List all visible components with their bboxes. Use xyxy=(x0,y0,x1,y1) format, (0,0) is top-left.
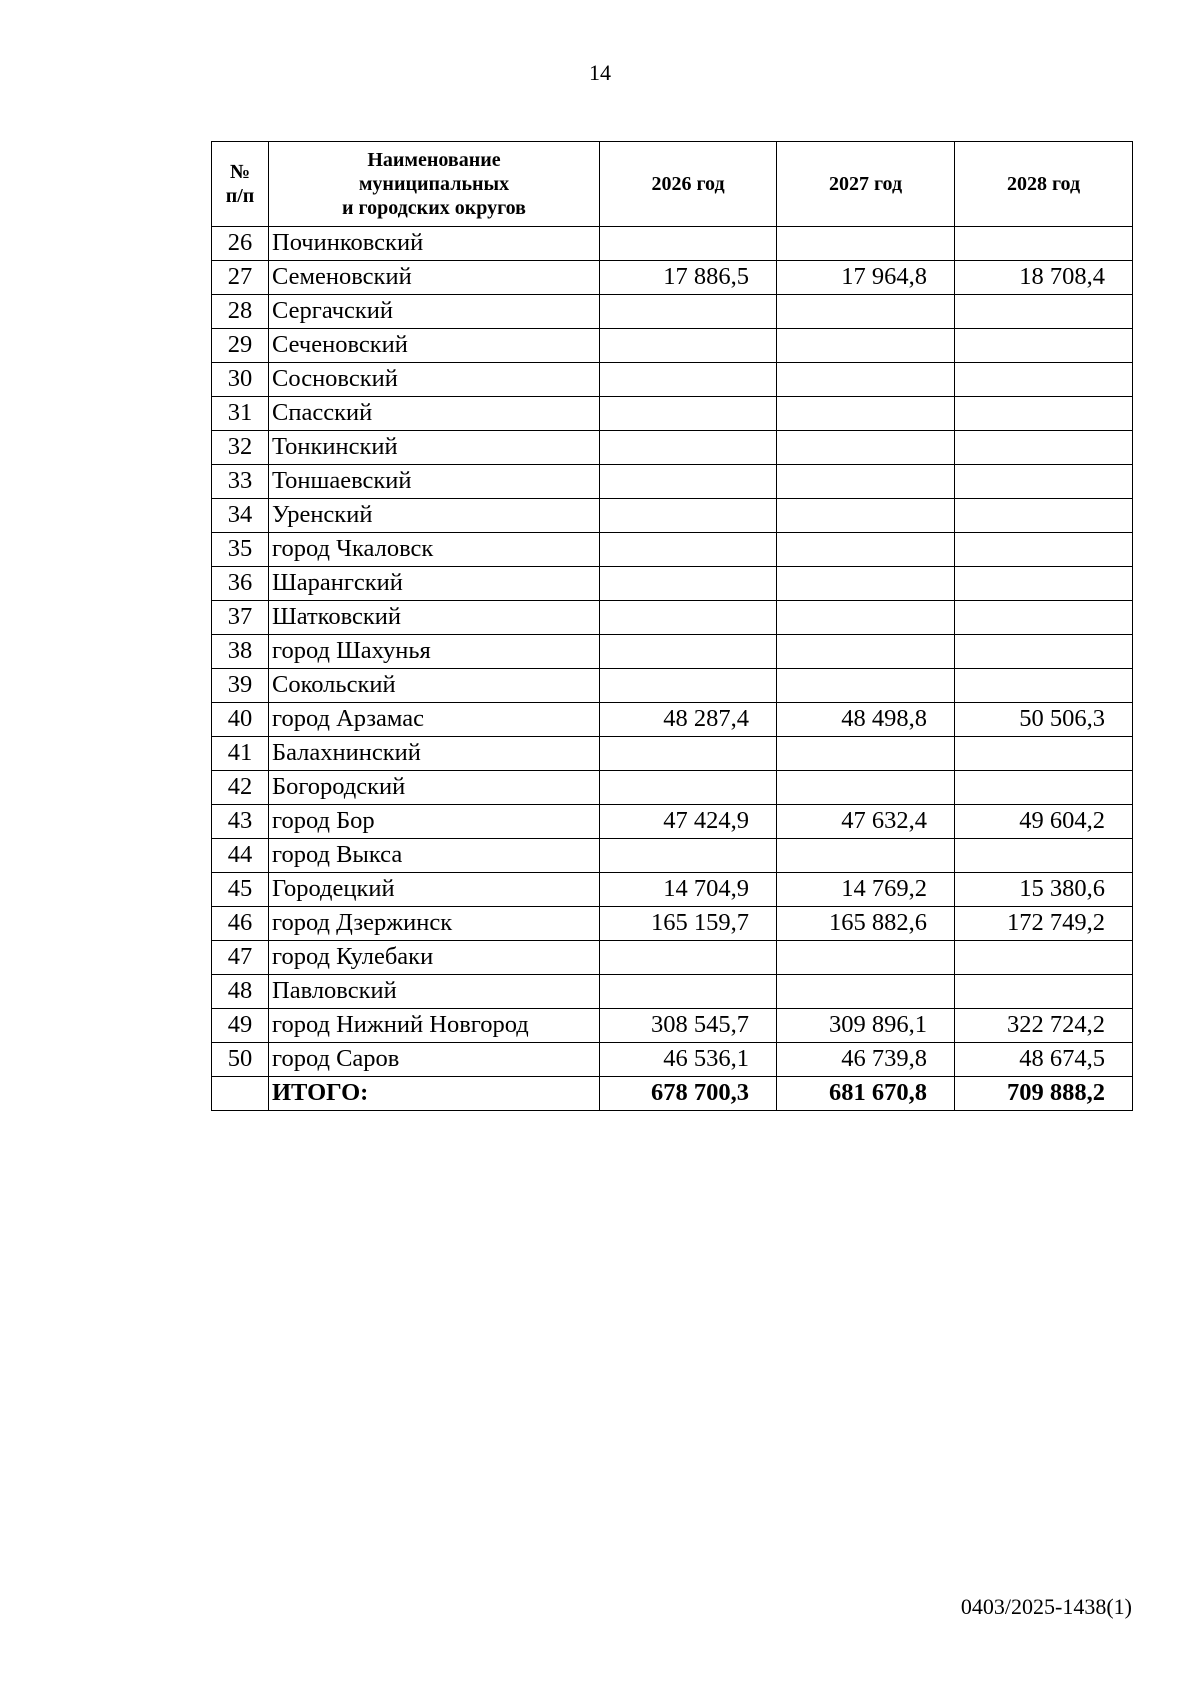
cell-value-2028: 172 749,2 xyxy=(955,907,1133,941)
cell-district-name: город Арзамас xyxy=(269,703,600,737)
cell-value-2027 xyxy=(777,601,955,635)
cell-district-name: город Дзержинск xyxy=(269,907,600,941)
cell-district-name: Тонкинский xyxy=(269,431,600,465)
cell-value-2027 xyxy=(777,737,955,771)
cell-district-name: Уренский xyxy=(269,499,600,533)
cell-value-2028 xyxy=(955,227,1133,261)
cell-value-2028: 18 708,4 xyxy=(955,261,1133,295)
cell-number: 40 xyxy=(212,703,269,737)
cell-number: 28 xyxy=(212,295,269,329)
cell-district-name: город Нижний Новгород xyxy=(269,1009,600,1043)
cell-district-name: Балахнинский xyxy=(269,737,600,771)
cell-value-2026: 308 545,7 xyxy=(600,1009,777,1043)
cell-number: 36 xyxy=(212,567,269,601)
cell-number: 43 xyxy=(212,805,269,839)
cell-number: 49 xyxy=(212,1009,269,1043)
cell-value-2026 xyxy=(600,227,777,261)
table-body xyxy=(212,227,1133,1111)
cell-number: 41 xyxy=(212,737,269,771)
table-row xyxy=(212,227,1133,261)
table-row xyxy=(212,975,1133,1009)
cell-number: 38 xyxy=(212,635,269,669)
table-row xyxy=(212,669,1133,703)
cell-value-2026: 47 424,9 xyxy=(600,805,777,839)
cell-value-2027 xyxy=(777,533,955,567)
cell-value-2027 xyxy=(777,397,955,431)
table-row xyxy=(212,771,1133,805)
table-row xyxy=(212,805,1133,839)
cell-district-name: Городецкий xyxy=(269,873,600,907)
cell-value-2028 xyxy=(955,771,1133,805)
cell-value-2028 xyxy=(955,941,1133,975)
cell-value-2028 xyxy=(955,363,1133,397)
table-header-row xyxy=(212,142,1133,227)
header-2026: 2026 год xyxy=(600,142,777,227)
table-row xyxy=(212,397,1133,431)
page-number: 14 xyxy=(589,60,611,85)
cell-value-2027 xyxy=(777,329,955,363)
cell-number: 47 xyxy=(212,941,269,975)
cell-value-2027 xyxy=(777,941,955,975)
cell-district-name: город Саров xyxy=(269,1043,600,1077)
cell-value-2026 xyxy=(600,499,777,533)
cell-number: 45 xyxy=(212,873,269,907)
cell-number: 26 xyxy=(212,227,269,261)
table-row xyxy=(212,601,1133,635)
cell-district-name: Семеновский xyxy=(269,261,600,295)
cell-number: 30 xyxy=(212,363,269,397)
cell-district-name: Павловский xyxy=(269,975,600,1009)
cell-value-2026 xyxy=(600,533,777,567)
cell-district-name: Починковский xyxy=(269,227,600,261)
cell-value-2028 xyxy=(955,635,1133,669)
cell-value-2026: 14 704,9 xyxy=(600,873,777,907)
cell-value-2028: 50 506,3 xyxy=(955,703,1133,737)
cell-value-2026: 46 536,1 xyxy=(600,1043,777,1077)
cell-value-2028 xyxy=(955,601,1133,635)
cell-number: 44 xyxy=(212,839,269,873)
cell-number: 27 xyxy=(212,261,269,295)
cell-district-name: город Шахунья xyxy=(269,635,600,669)
cell-value-2028 xyxy=(955,329,1133,363)
cell-value-2027: 47 632,4 xyxy=(777,805,955,839)
cell-district-name: город Кулебаки xyxy=(269,941,600,975)
table-row xyxy=(212,567,1133,601)
cell-value-2028: 322 724,2 xyxy=(955,1009,1133,1043)
cell-value-2027 xyxy=(777,499,955,533)
cell-number: 48 xyxy=(212,975,269,1009)
table-row xyxy=(212,499,1133,533)
cell-value-2028 xyxy=(955,295,1133,329)
table-row xyxy=(212,703,1133,737)
cell-value-2026 xyxy=(600,941,777,975)
cell-number: 31 xyxy=(212,397,269,431)
cell-value-2027 xyxy=(777,227,955,261)
cell-value-2026: 48 287,4 xyxy=(600,703,777,737)
cell-value-2026 xyxy=(600,295,777,329)
table-row xyxy=(212,329,1133,363)
cell-district-name: ИТОГО: xyxy=(269,1077,600,1111)
cell-district-name: город Бор xyxy=(269,805,600,839)
cell-value-2028 xyxy=(955,533,1133,567)
cell-value-2027: 17 964,8 xyxy=(777,261,955,295)
cell-value-2026 xyxy=(600,329,777,363)
cell-value-2026 xyxy=(600,839,777,873)
cell-value-2026 xyxy=(600,771,777,805)
cell-value-2026 xyxy=(600,737,777,771)
cell-value-2026 xyxy=(600,363,777,397)
cell-value-2027 xyxy=(777,295,955,329)
cell-value-2026 xyxy=(600,975,777,1009)
budget-table xyxy=(211,141,1133,1111)
document-code: 0403/2025-1438(1) xyxy=(960,1594,1132,1619)
cell-number: 39 xyxy=(212,669,269,703)
cell-number: 37 xyxy=(212,601,269,635)
cell-value-2026: 17 886,5 xyxy=(600,261,777,295)
cell-value-2027: 165 882,6 xyxy=(777,907,955,941)
header-name: Наименование муниципальных и городских округов xyxy=(269,142,600,227)
cell-value-2026 xyxy=(600,635,777,669)
cell-value-2028 xyxy=(955,839,1133,873)
cell-value-2027: 48 498,8 xyxy=(777,703,955,737)
cell-district-name: Сергачский xyxy=(269,295,600,329)
cell-value-2028: 49 604,2 xyxy=(955,805,1133,839)
cell-district-name: Сокольский xyxy=(269,669,600,703)
cell-value-2027 xyxy=(777,669,955,703)
header-2027: 2027 год xyxy=(777,142,955,227)
cell-value-2027 xyxy=(777,431,955,465)
table-row xyxy=(212,465,1133,499)
cell-value-2027 xyxy=(777,567,955,601)
cell-value-2028 xyxy=(955,499,1133,533)
cell-value-2027: 681 670,8 xyxy=(777,1077,955,1111)
cell-value-2027 xyxy=(777,975,955,1009)
cell-value-2028 xyxy=(955,737,1133,771)
table-row xyxy=(212,261,1133,295)
cell-value-2027 xyxy=(777,839,955,873)
table-row xyxy=(212,431,1133,465)
cell-value-2026 xyxy=(600,601,777,635)
table-row xyxy=(212,1043,1133,1077)
cell-district-name: Богородский xyxy=(269,771,600,805)
cell-value-2027 xyxy=(777,771,955,805)
cell-number: 33 xyxy=(212,465,269,499)
cell-district-name: Сосновский xyxy=(269,363,600,397)
header-num: № п/п xyxy=(212,142,269,227)
table-row xyxy=(212,363,1133,397)
cell-district-name: Шатковский xyxy=(269,601,600,635)
cell-district-name: Тоншаевский xyxy=(269,465,600,499)
table-row xyxy=(212,533,1133,567)
table-row xyxy=(212,737,1133,771)
cell-number: 50 xyxy=(212,1043,269,1077)
table-row xyxy=(212,635,1133,669)
cell-number: 46 xyxy=(212,907,269,941)
cell-number xyxy=(212,1077,269,1111)
cell-number: 35 xyxy=(212,533,269,567)
cell-value-2026 xyxy=(600,465,777,499)
cell-district-name: Сеченовский xyxy=(269,329,600,363)
cell-value-2027: 309 896,1 xyxy=(777,1009,955,1043)
cell-district-name: Шарангский xyxy=(269,567,600,601)
total-row xyxy=(212,1077,1133,1111)
cell-value-2026 xyxy=(600,397,777,431)
cell-number: 34 xyxy=(212,499,269,533)
cell-value-2026 xyxy=(600,431,777,465)
cell-value-2026 xyxy=(600,567,777,601)
cell-value-2028: 48 674,5 xyxy=(955,1043,1133,1077)
cell-value-2027: 46 739,8 xyxy=(777,1043,955,1077)
cell-number: 29 xyxy=(212,329,269,363)
cell-value-2028 xyxy=(955,669,1133,703)
cell-number: 42 xyxy=(212,771,269,805)
table-row xyxy=(212,839,1133,873)
cell-value-2028 xyxy=(955,397,1133,431)
cell-value-2027 xyxy=(777,465,955,499)
cell-value-2028: 15 380,6 xyxy=(955,873,1133,907)
cell-value-2026: 165 159,7 xyxy=(600,907,777,941)
table-row xyxy=(212,907,1133,941)
cell-value-2028 xyxy=(955,465,1133,499)
header-2028: 2028 год xyxy=(955,142,1133,227)
cell-district-name: город Чкаловск xyxy=(269,533,600,567)
cell-value-2026: 678 700,3 xyxy=(600,1077,777,1111)
cell-district-name: город Выкса xyxy=(269,839,600,873)
cell-value-2027: 14 769,2 xyxy=(777,873,955,907)
cell-value-2026 xyxy=(600,669,777,703)
cell-value-2028: 709 888,2 xyxy=(955,1077,1133,1111)
table-row xyxy=(212,873,1133,907)
cell-value-2028 xyxy=(955,975,1133,1009)
table-row xyxy=(212,1009,1133,1043)
cell-district-name: Спасский xyxy=(269,397,600,431)
cell-value-2028 xyxy=(955,431,1133,465)
cell-number: 32 xyxy=(212,431,269,465)
table-row xyxy=(212,295,1133,329)
cell-value-2027 xyxy=(777,363,955,397)
cell-value-2028 xyxy=(955,567,1133,601)
table-row xyxy=(212,941,1133,975)
cell-value-2027 xyxy=(777,635,955,669)
